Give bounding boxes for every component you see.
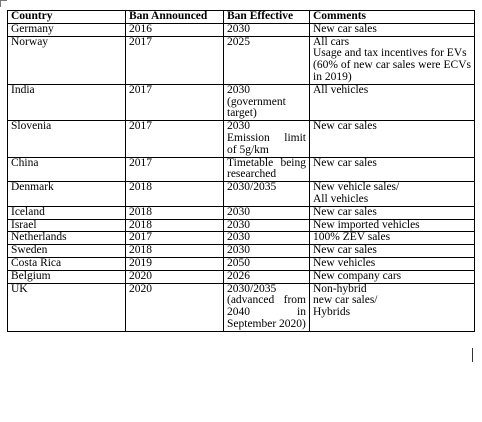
cell-country: Belgium <box>8 270 126 283</box>
cell-ban-announced: 2018 <box>126 206 224 219</box>
cell-ban-effective <box>224 206 310 219</box>
comment-text: 100% ZEV sales <box>313 231 391 244</box>
comment-text: (60% of new car sales were ECVs in 2019) <box>313 59 471 83</box>
table-body <box>8 23 475 331</box>
effective-text: 2025 <box>227 35 250 48</box>
cell-country: Costa Rica <box>8 257 126 270</box>
effective-text: 2030 <box>227 22 250 35</box>
cell-country: China <box>8 157 126 182</box>
cell-ban-effective <box>224 157 310 182</box>
comment-text: Usage and tax incentives for EVs <box>313 47 467 60</box>
effective-text: 2030 <box>227 231 250 244</box>
comment-text: new car sales/ <box>313 294 378 307</box>
cell-comments <box>310 182 475 207</box>
effective-text: 2030/2035 <box>227 181 277 194</box>
cell-country: Iceland <box>8 206 126 219</box>
cell-country: Norway <box>8 36 126 84</box>
table-row <box>8 84 475 120</box>
comment-text: Non-hybrid <box>313 282 367 295</box>
cell-country: UK <box>8 283 126 331</box>
effective-text: 2026 <box>227 269 250 282</box>
cell-ban-announced: 2018 <box>126 219 224 232</box>
cell-ban-announced: 2017 <box>126 36 224 84</box>
ice-ban-table <box>7 10 475 332</box>
cell-comments <box>310 283 475 331</box>
cell-country: Netherlands <box>8 232 126 245</box>
cell-ban-effective <box>224 121 310 157</box>
cell-ban-announced: 2020 <box>126 283 224 331</box>
table-row <box>8 182 475 207</box>
cell-comments <box>310 36 475 84</box>
cell-ban-announced: 2017 <box>126 84 224 120</box>
comment-text: New car sales <box>313 120 377 133</box>
comment-text: New vehicle sales/ <box>313 181 400 194</box>
cell-ban-effective <box>224 84 310 120</box>
header-comments: Comments <box>310 11 475 24</box>
comment-text: New vehicles <box>313 256 376 269</box>
table-row <box>8 245 475 258</box>
cell-ban-effective <box>224 219 310 232</box>
comment-text: New company cars <box>313 269 402 282</box>
comment-text: New car sales <box>313 205 377 218</box>
cell-ban-effective <box>224 36 310 84</box>
text-cursor-mark <box>472 348 473 362</box>
effective-text: Timetable being researched <box>227 156 306 181</box>
cell-comments <box>310 121 475 157</box>
cell-ban-announced: 2018 <box>126 245 224 258</box>
table-row <box>8 219 475 232</box>
comment-text: New car sales <box>313 156 377 169</box>
cell-ban-announced: 2020 <box>126 270 224 283</box>
cell-comments <box>310 219 475 232</box>
comment-text: New imported vehicles <box>313 218 420 231</box>
cell-comments <box>310 270 475 283</box>
table-row <box>8 283 475 331</box>
effective-text: 2030 <box>227 120 250 133</box>
table-row <box>8 232 475 245</box>
cell-ban-effective <box>224 283 310 331</box>
cell-country: Slovenia <box>8 121 126 157</box>
cell-country: Sweden <box>8 245 126 258</box>
table-header-row <box>8 11 475 24</box>
cell-ban-announced: 2019 <box>126 257 224 270</box>
comment-text: Hybrids <box>313 306 351 319</box>
table-row <box>8 36 475 84</box>
cell-comments <box>310 245 475 258</box>
comment-text: New car sales <box>313 22 377 35</box>
cell-ban-announced: 2017 <box>126 232 224 245</box>
comment-text: New car sales <box>313 244 377 257</box>
cell-ban-effective <box>224 270 310 283</box>
document-table-container <box>7 10 475 332</box>
effective-text: 2030 <box>227 218 250 231</box>
cell-comments <box>310 206 475 219</box>
cell-ban-effective <box>224 245 310 258</box>
effective-text: 2030/2035 <box>227 282 277 295</box>
cell-ban-effective <box>224 23 310 36</box>
cell-comments <box>310 84 475 120</box>
effective-text: (advanced from 2040 in September 2020) <box>227 294 306 330</box>
effective-text: Emission limit of 5g/km <box>227 131 306 156</box>
cell-ban-announced: 2017 <box>126 121 224 157</box>
effective-text: 2050 <box>227 256 250 269</box>
header-ban-effective: Ban Effective <box>224 11 310 24</box>
effective-text: 2030 <box>227 244 250 257</box>
cell-ban-announced: 2018 <box>126 182 224 207</box>
cell-ban-effective <box>224 182 310 207</box>
table-row <box>8 257 475 270</box>
cell-comments <box>310 157 475 182</box>
comment-text: All cars <box>313 35 350 48</box>
cell-country: Denmark <box>8 182 126 207</box>
cell-comments <box>310 257 475 270</box>
comment-text: All vehicles <box>313 83 369 96</box>
table-row <box>8 157 475 182</box>
table-row <box>8 23 475 36</box>
table-row <box>8 270 475 283</box>
cell-comments <box>310 232 475 245</box>
table-row <box>8 206 475 219</box>
table-row <box>8 121 475 157</box>
header-ban-announced: Ban Announced <box>126 11 224 24</box>
cell-ban-announced: 2017 <box>126 157 224 182</box>
cell-ban-effective <box>224 257 310 270</box>
cell-country: Germany <box>8 23 126 36</box>
cell-country: Israel <box>8 219 126 232</box>
effective-text: 2030 (government target) <box>227 83 286 120</box>
cell-ban-announced: 2016 <box>126 23 224 36</box>
cell-ban-effective <box>224 232 310 245</box>
text-boundary-mark <box>0 0 7 7</box>
header-country: Country <box>8 11 126 24</box>
cell-comments <box>310 23 475 36</box>
comment-text: All vehicles <box>313 192 369 205</box>
effective-text: 2030 <box>227 205 250 218</box>
cell-country: India <box>8 84 126 120</box>
